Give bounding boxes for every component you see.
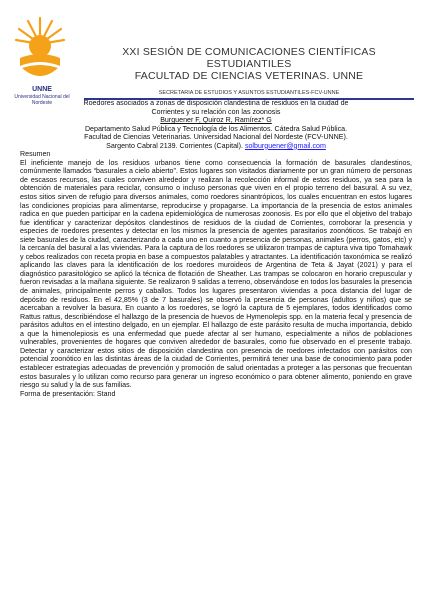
paper-title <box>20 99 412 116</box>
address: Sargento Cabral 2139. Corrientes (Capital). <box>106 141 243 150</box>
university-logo-icon <box>14 14 66 88</box>
secretaria-line: SECRETARIA DE ESTUDIOS Y ASUNTOS ESTUDIANTILES-FCV-UNNE <box>158 90 340 96</box>
affiliation-line2: Facultad de Ciencias Veterinarias. Universidad Nacional del Nordeste (FCV-UNNE). <box>84 133 348 142</box>
university-short-name: UNNE <box>32 86 52 93</box>
authors: Burguener F, Quiroz R, Ramírez* G <box>160 116 272 125</box>
event-title <box>84 46 414 82</box>
presentation-type: Forma de presentación: Stand <box>20 389 116 398</box>
page-header <box>6 10 418 104</box>
event-title-line3: FACULTAD DE CIENCIAS VETERINAS. UNNE <box>134 70 364 82</box>
university-full-name: Universidad Nacional del Nordeste <box>14 94 70 106</box>
event-title-line1: XXI SESIÓN DE COMUNICACIONES CIENTÍFICAS <box>122 46 376 58</box>
paper-title-line2: Corrientes y su relación con las zoonosis <box>151 107 281 116</box>
affiliation-line1: Departamento Salud Pública y Tecnología de los Alimentos. Cátedra Salud Pública. <box>84 124 348 133</box>
authors-line <box>20 116 412 125</box>
address-line <box>20 142 412 151</box>
paper-title-line1: Roedores asociados a zonas de disposición clandestina de residuos en la ciudad de <box>83 99 349 107</box>
event-title-line2: ESTUDIANTILES <box>206 58 292 70</box>
email-link[interactable]: solburguener@gmail.com <box>244 141 326 150</box>
abstract-content <box>20 99 412 398</box>
resumen-heading: Resumen <box>20 150 51 159</box>
abstract-body: El ineficiente manejo de los residuos urbanos tiene como consecuencia la formación de basurales clandestinos, comúnmente llamados “basurales a cielo abierto”. Estos lugares son visitados diariamente por un gran número de personas de escasos recursos, las cuales conviven alrededor y realizan la recolección informal de estos residuos, ya sea para la obtención de materiales para reciclar, consumo o incluso personas que viven en el propio terreno del basural. A su vez, estos sitios sirven de refugio para diversos animales, como roedores sinantrópicos, los cuales encuentran en estos lugares las condiciones propicias para alimentarse, reproducirse y propagarse. La importancia de la presencia de estos animales radica en que pueden participar en la cadena epidemiológica de numerosas zoonosis. Es por ello que el objetivo del trabajo fue identificar y caracterizar depósitos clandestinos de residuos de la ciudad de Corrientes, corroborar la presencia y especies de roedores presentes y detectar en los mismos la presencia de agentes parasitarios zoonóticos. Se trabajó en siete basurales de la ciudad, caracterizando a cada uno en cuanto a presencia de personas, animales (perros, gatos, etc) y la cercanía del basural a las viviendas. Para la captura de los roedores se utilizaron trampas de captura viva tipo Tomahawk y cebos realizados con receta propia en base a compuestos palatables y atractantes. La identificación taxonómica se realizó aplicando las claves para la identificación de los roedores muroideos de Argentina de Teta & Jayat (2021) y para el diagnóstico parasitológico se aplicó la técnica de flotación de Sheather. Las trampas se colocaron en horario crepuscular y fueron revisadas a la mañana siguiente. Se realizaron 9 salidas a terreno, observándose en todos los basurales la presencia de animales, principalmente perros y caballos. Todos los lugares presentaron viviendas a poca distancia del lugar de depósito de residuos. En el 42,85% (3 de 7 basurales) se observó la presencia de personas (adultos y niños) que se acercaban a revolver la basura. En cuanto a los roedores, se logró la captura de 5 ejemplares, todos identificados como Rattus rattus, describiéndose el hallazgo de la presencia de huevos de Hymenolepis spp. en la materia fecal y presencia de parásitos adultos en el intestino delgado, en un ejemplar. El hallazgo de este parásito resulta de mucha importancia, debido a que la himenolepiosis es una enfermedad que puede afectar al ser humano, especialmente a niños de poblaciones vulnerables, provenientes de hogares que conviven alrededor de basurales, como fue observado en el presente trabajo. Detectar y caracterizar estos sitios de disposición clandestina con presencia de roedores infectados con parásitos con potencial zoonótico en las distintas áreas de la ciudad de Corrientes, permitirá tener una base de conocimiento para poder establecer estrategias adecuadas de prevención y promoción de salud orientadas a proteger a las personas que frecuentan estos basurales y lo utilizan como recurso para generar un ingreso económico o para obtener alimento, poniendo en grave riesgo su salud y la de sus familias. <box>20 158 412 390</box>
